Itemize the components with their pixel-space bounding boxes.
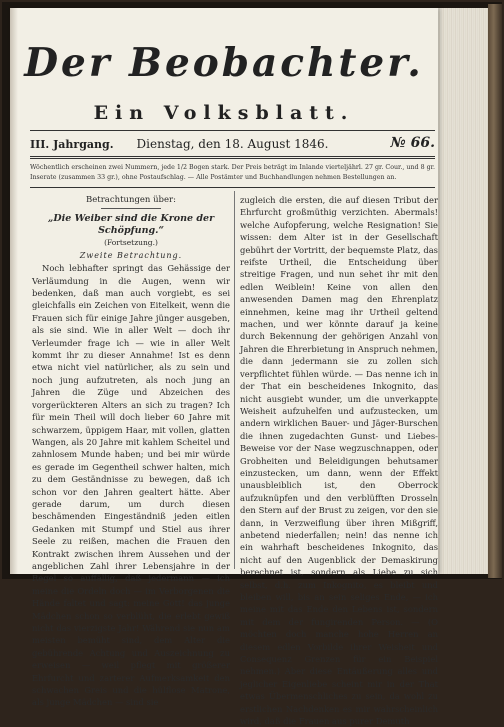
dateline xyxy=(30,134,435,154)
article-body-left: Noch lebhafter springt das Gehässige der Verläumdung in die Augen, wenn wir bedenken, daß man auch vorgiebt, es sei gleichfalls ein Zeichen von Eitelkeit, wenn die Frauen sich für einige Jahre jünger ausgeben, als sie sind. Wie in aller Welt — doch ihr Verleumder frage ich — wie in aller Welt kommt ihr zu dieser Annahme! Ist es denn etwa nicht viel natürlicher, als zu sein und noch jung aufzutreten, als noch jung an Jahren die Züge und Abzeichen des vorgerückteren Alters an sich zu tragen? Ich für mein Theil will doch lieber 60 Jahre mit schwarzem, üppigem Haar, mit vollen, glatten Wangen, als 20 Jahre mit kahlem Scheitel und zahnlosem Munde haben; und bei mir würde es gerade im Gegentheil schwer halten, mich zu dem Geständnisse zu bewegen, daß ich schon vor den Jahren gealtert hätte. Aber gerade darum, um durch diesen beschämenden Eingeständniß jeden eitlen Gedanken mit Stumpf und Stiel aus ihrer Seele zu reißen, machen die Frauen den Kontrakt zwischen ihrem Aussehen und der angeblichen Zahl ihrer Lebensjahre in der Regel so auffällig, daß jedermann — ich meine die Ordeln doch — im Verborgenen die Hände faltet und sagt: meine Gott! das junge Mädchen schon so verblüht, die erlebt gewiß nicht das vierzigste Jahr! Während sie nun am meisten bemüht sind, dem Alter die gebührende Achtung und Auszeichnung zu erweisen — weil pflegt mit größerer Ehrfurcht und zarterer Aufmerksamkeit den schwachen Greis und die hülflose Matrone, als junge Mädchen — sind sie xyxy=(32,263,230,708)
masthead-title: Der Beobachter. xyxy=(24,40,424,86)
column-separator xyxy=(234,191,235,569)
issue-date: Dienstag, den 18. August 1846. xyxy=(136,137,329,151)
subscription-notice: Wöchentlich erscheinen zwei Nummern, jede 1/2 Bogen stark. Der Preis beträgt im Inlande vierteljährl. 27 gr. Cour., und 8 gr. Inserate (zusammen 33 gr.), ohne Postaufschlag. — Alle Postämter und Buchhandlungen nehmen Bestellungen an. xyxy=(30,164,435,181)
right-column xyxy=(240,194,438,727)
article-note: (Fortsetzung.) xyxy=(104,238,158,248)
divider xyxy=(30,158,435,159)
article-title: „Die Weiber sind die Krone der Schöpfung.“ xyxy=(47,213,215,237)
divider xyxy=(30,130,435,131)
issue-number: № 66. xyxy=(390,135,435,151)
article-subheading: Zweite Betrachtung. xyxy=(79,250,183,260)
article-body-right: zugleich die ersten, die auf diesen Tribut der Ehrfurcht großmüthig verzichten. Abermals! welche Aufopferung, welche Resignation! Sie wissen: dem Alter ist in der Gesellschaft gebührt der Vortritt, der bequemste Platz, das reifste Urtheil, die Entscheidung über streitige Fragen, und nun sehet ihr mit den edlen Weiblein! Keine von allen den anwesenden Damen mag den Ehrenplatz einnehmen, keine mag ihr Urtheil geltend machen, und wer könnte darauf ja keine durch Bekennung der gehörigen Anzahl von Jahren die Ehrerbietung in Anspruch nehmen, die dann jedermann sie zu zollen sich verpflichtet fühlen würde. — Das nenne ich in der That ein bescheidenes Inkognito, das nicht ausgiebt wunder, um die unverkappte Weisheit aufzuhelfen und aufzustecken, um andern wirklichen Bauer- und Jäger-Burschen die ihnen zugedachten Gunst- und Liebes-Beweise vor der Nase wegzuschnappen, oder Grobheiten und Beleidigungen behutsamer einzustecken, um dann, wenn der Effekt unausbleiblich ist, den Oberrock aufzuknüpfen und den verblüfften Drosseln den Stern auf der Brust zu zeigen, vor den sie dann, in Verzweiflung über ihren Mißgriff, anbetend niederfallen; nein! das nenne ich ein wahrhaft bescheidenes Inkognito, das nicht auf den Augenblick der Demaskirung berechnet ist, sondern als Liebe zu sich selbst, d.h. zum Inkognito, es bleibt und bleiben will, bis an sein seliges Ende, — ich meine mit das Ende den Lebens ist, sondern mit dem der fungirenden Person. — (O möchten doch manche hohe Herren an diesem edlen Vorbilde ihrer Weisheit und Consequenz Grenzen für ein Beispiel nehmen.) Aber diese Entäußerung alles und jeglicher Eigenliebe scheint mir in der That etwas Übermenschliches zu sein, da wohl zu erstlichen Nachdenken es mir wahrscheinlich wird, daß die Frauen aus purer Demuth xyxy=(240,195,438,727)
left-column xyxy=(32,194,230,709)
divider xyxy=(30,156,435,157)
volume-label: III. Jahrgang. xyxy=(30,138,114,151)
page-edges xyxy=(430,8,494,574)
newspaper-page xyxy=(10,8,438,727)
book-spine xyxy=(488,4,502,578)
divider xyxy=(101,208,161,209)
masthead-subtitle: Ein Volksblatt. xyxy=(93,102,355,124)
divider xyxy=(30,187,435,188)
article-header: Betrachtungen über: xyxy=(86,195,176,205)
